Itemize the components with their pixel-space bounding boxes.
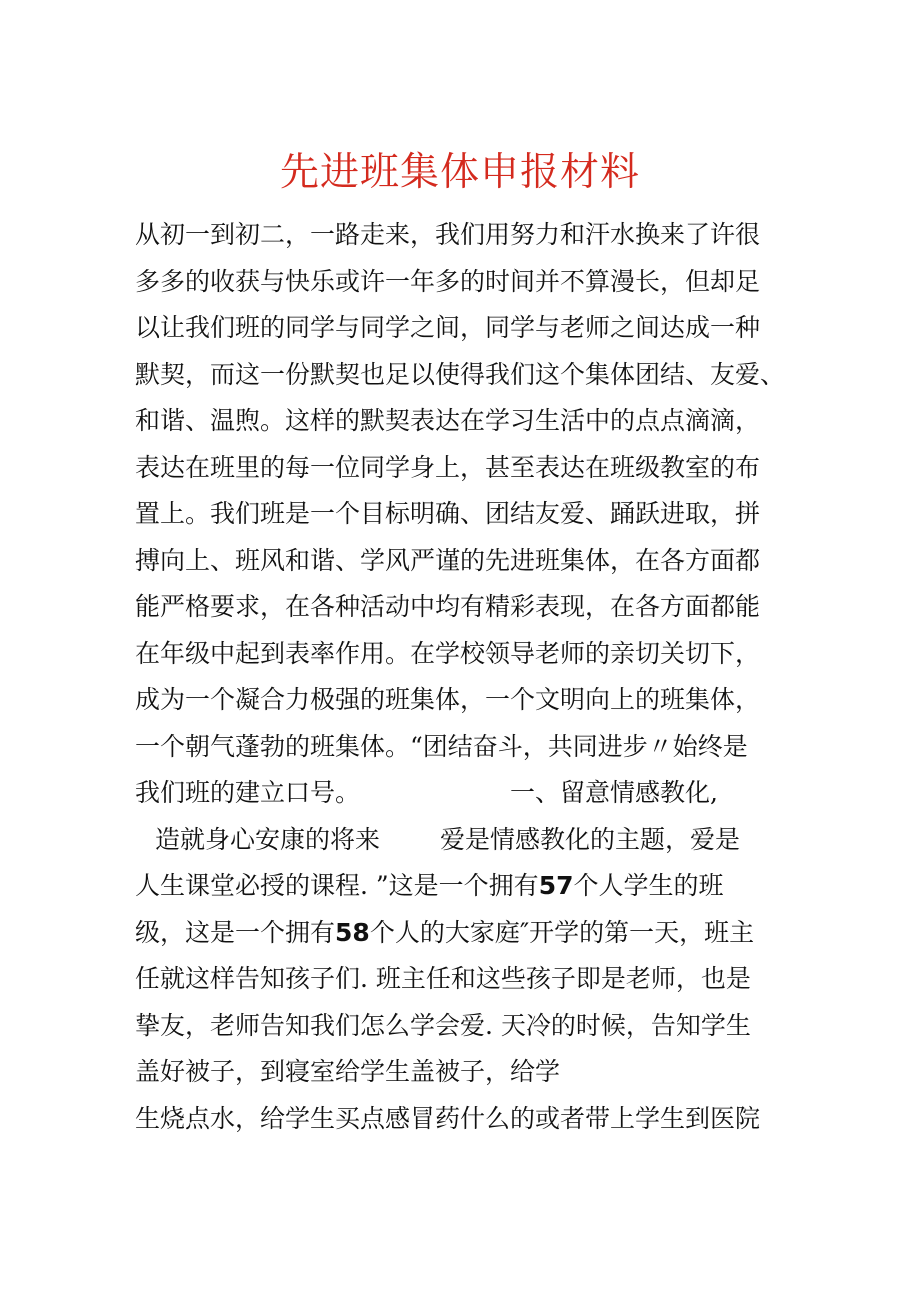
- body-line: 表达在班里的每一位同学身上，甚至表达在班级教室的布: [135, 452, 761, 482]
- family-count: 58: [335, 917, 370, 947]
- document-body: [135, 212, 815, 1142]
- line-text: 个人的大家庭″开学的第一天，班主: [369, 917, 755, 947]
- body-line: 任就这样告知孩子们. 班主任和这些孩子即是老师，也是: [135, 964, 751, 993]
- body-line: [135, 910, 815, 957]
- line-text: 级，这是一个拥有: [135, 917, 336, 947]
- body-line: [135, 770, 815, 817]
- line-text: 我们班的建立口号。: [135, 778, 361, 807]
- body-line: 成为一个凝合力极强的班集体，一个文明向上的班集体，: [135, 685, 761, 714]
- section-heading: 一、留意情感教化,: [510, 778, 718, 807]
- body-line: 搏向上、班风和谐、学风严谨的先进班集体，在各方面都: [135, 545, 761, 575]
- body-line: 默契，而这一份默契也足以使得我们这个集体团结、友爱、: [135, 359, 786, 389]
- line-text: 爱是情感教化的主题，爱是: [440, 824, 741, 854]
- body-line: 挚友，老师告知我们怎么学会爱. 天冷的时候，告知学生: [135, 1010, 751, 1040]
- body-line: 从初一到初二，一路走来，我们用努力和汗水换来了许很: [135, 220, 761, 249]
- body-line: 一个朝气蓬勃的班集体。“团结奋斗，共同进步〃始终是: [135, 731, 748, 761]
- body-line: [135, 863, 815, 910]
- body-line: 置上。我们班是一个目标明确、团结友爱、踊跃进取，拼: [135, 499, 761, 528]
- section-heading-continued: 造就身心安康的将来: [155, 824, 381, 854]
- body-line: 在年级中起到表率作用。在学校领导老师的亲切关切下，: [135, 638, 761, 668]
- body-line: 盖好被子，到寝室给学生盖被子，给学: [135, 1057, 561, 1086]
- body-line: 能严格要求，在各种活动中均有精彩表现，在各方面都能: [135, 592, 761, 621]
- line-text: 个人学生的班: [573, 871, 724, 900]
- body-line: 生烧点水，给学生买点感冒药什么的或者带上学生到医院: [135, 1103, 761, 1133]
- body-line: 多多的收获与快乐或许一年多的时间并不算漫长，但却足: [135, 266, 761, 296]
- document-title: 先进班集体申报材料: [279, 150, 640, 195]
- line-text: 人生课堂必授的课程. ”这是一个拥有: [135, 871, 539, 900]
- student-count: 57: [538, 871, 574, 900]
- body-line: 和谐、温煦。这样的默契表达在学习生活中的点点滴滴，: [135, 406, 761, 435]
- body-line: 以让我们班的同学与同学之间，同学与老师之间达成一种: [135, 313, 761, 342]
- body-line: [135, 817, 815, 864]
